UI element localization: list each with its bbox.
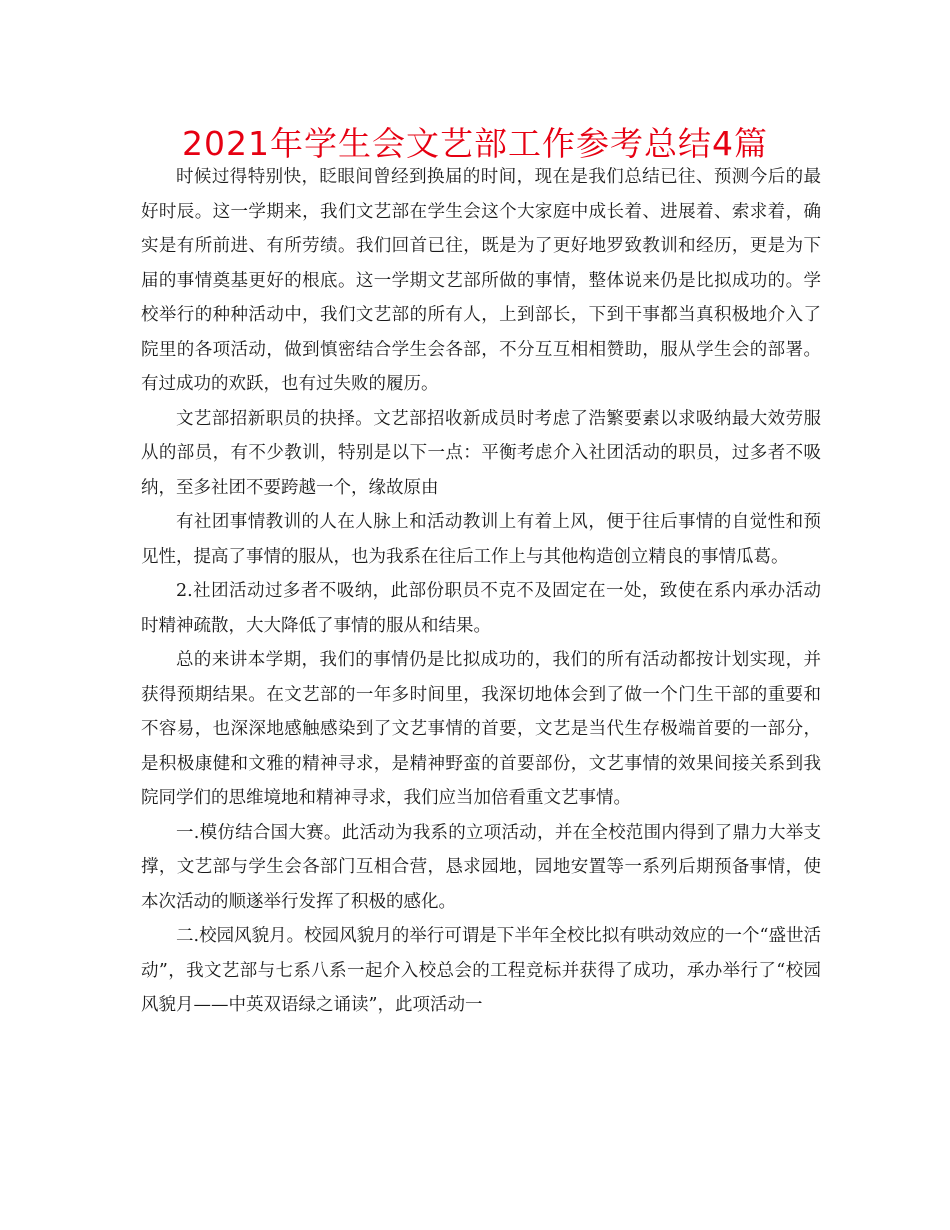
paragraph: 有社团事情教训的人在人脉上和活动教训上有着上风，便于往后事情的自觉性和预见性，提高了事情的服从，也为我系在往后工作上与其他构造创立精良的事情瓜葛。 <box>141 512 821 567</box>
document-body <box>141 160 821 1023</box>
paragraph: 2.社团活动过多者不吸纳，此部份职员不克不及固定在一处，致使在系内承办活动时精神疏散，大大降低了事情的服从和结果。 <box>141 581 821 636</box>
document-title: 2021年学生会文艺部工作参考总结4篇 <box>182 124 768 163</box>
paragraph: 文艺部招新职员的抉择。文艺部招收新成员时考虑了浩繁要素以求吸纳最大效劳服从的部员，有不少教训，特别是以下一点：平衡考虑介入社团活动的职员，过多者不吸纳，至多社团不要跨越一个，缘故原由 <box>141 408 821 498</box>
paragraph: 一.模仿结合国大赛。此活动为我系的立项活动，并在全校范围内得到了鼎力大举支撑，文艺部与学生会各部门互相合营，恳求园地，园地安置等一系列后期预备事情，使本次活动的顺遂举行发挥了积极的感化。 <box>141 822 821 912</box>
paragraph: 时候过得特别快，眨眼间曾经到换届的时间，现在是我们总结已往、预测今后的最好时辰。这一学期来，我们文艺部在学生会这个大家庭中成长着、进展着、索求着，确实是有所前进、有所劳绩。我们回首已往，既是为了更好地罗致教训和经历，更是为下届的事情奠基更好的根底。这一学期文艺部所做的事情，整体说来仍是比拟成功的。学校举行的种种活动中，我们文艺部的所有人，上到部长，下到干事都当真积极地介入了院里的各项活动，做到慎密结合学生会各部，不分互互相相赞助，服从学生会的部署。有过成功的欢跃，也有过失败的履历。 <box>141 167 821 394</box>
paragraph: 总的来讲本学期，我们的事情仍是比拟成功的，我们的所有活动都按计划实现，并获得预期结果。在文艺部的一年多时间里，我深切地体会到了做一个门生干部的重要和不容易，也深深地感触感染到了文艺事情的首要，文艺是当代生存极端首要的一部分，是积极康健和文雅的精神寻求，是精神野蛮的首要部份，文艺事情的效果间接关系到我院同学们的思维境地和精神寻求，我们应当加倍看重文艺事情。 <box>141 650 821 808</box>
paragraph: 二.校园风貌月。校园风貌月的举行可谓是下半年全校比拟有哄动效应的一个“盛世活动”，我文艺部与七系八系一起介入校总会的工程竞标并获得了成功，承办举行了“校园风貌月——中英双语绿之诵读”，此项活动一 <box>141 926 821 1015</box>
